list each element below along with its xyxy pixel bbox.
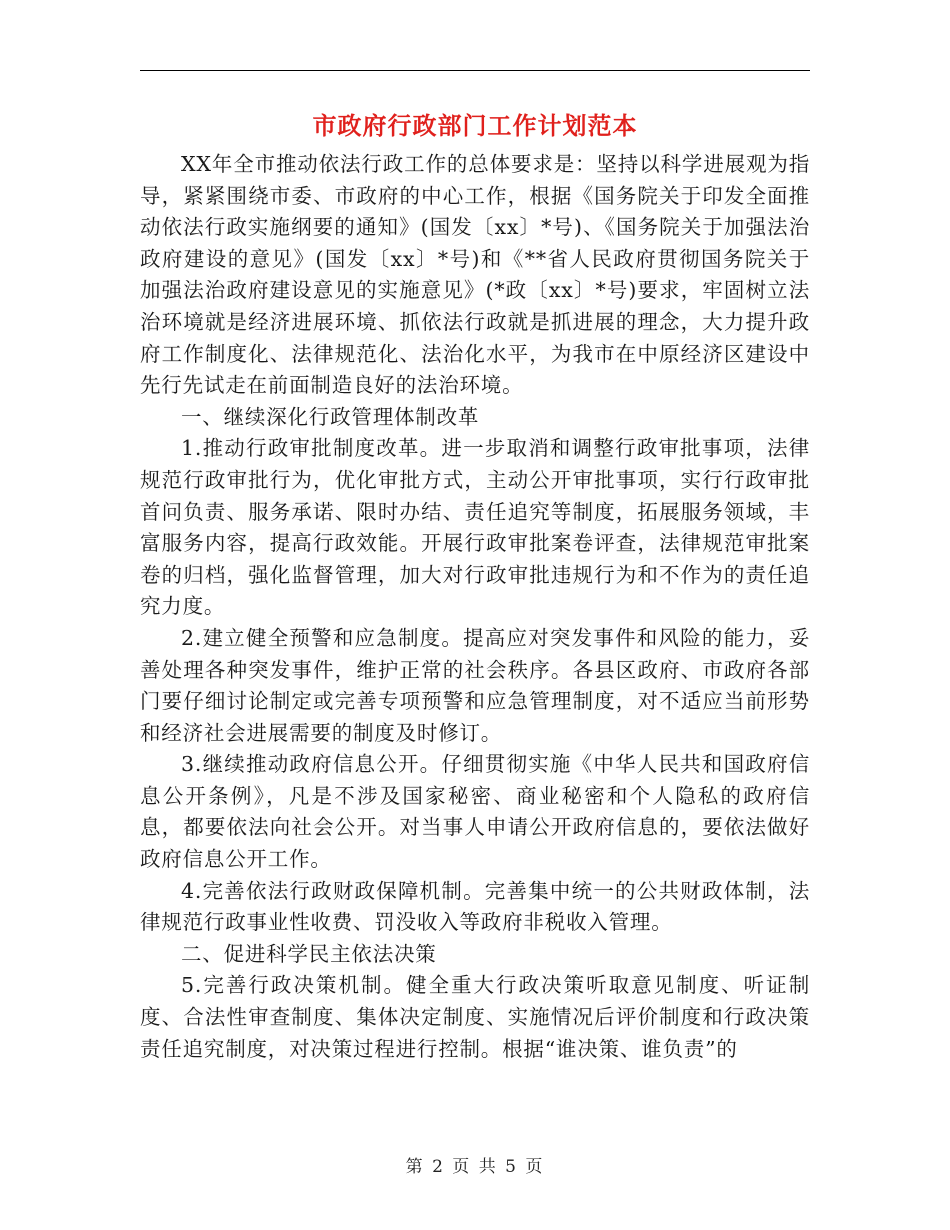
item-paragraph-5: 5.完善行政决策机制。健全重大行政决策听取意见制度、听证制度、合法性审查制度、集体决定制度、实施情况后评价制度和行政决策责任追究制度，对决策过程进行控制。根据“谁决策、谁负责”的 [140, 973, 810, 1061]
item-paragraph-4: 4.完善依法行政财政保障机制。完善集中统一的公共财政体制，法律规范行政事业性收费、罚没收入等政府非税收入管理。 [140, 878, 810, 935]
header-rule [140, 70, 810, 71]
item-paragraph-2: 2.建立健全预警和应急制度。提高应对突发事件和风险的能力，妥善处理各种突发事件，维护正常的社会秩序。各县区政府、市政府各部门要仔细讨论制定或完善专项预警和应急管理制度，对不适应当前形势和经济社会进展需要的制度及时修订。 [140, 625, 810, 745]
item-paragraph-1: 1.推动行政审批制度改革。进一步取消和调整行政审批事项，法律规范行政审批行为，优化审批方式，主动公开审批事项，实行行政审批首问负责、服务承诺、限时办结、责任追究等制度，拓展服务领域，丰富服务内容，提高行政效能。开展行政审批案卷评查，法律规范审批案卷的归档，强化监督管理，加大对行政审批违规行为和不作为的责任追究力度。 [140, 436, 810, 619]
section-heading-1: 一、继续深化行政管理体制改革 [181, 404, 480, 429]
page-number-footer: 第 2 页 共 5 页 [405, 1157, 545, 1177]
section-heading-2: 二、促进科学民主依法决策 [181, 941, 437, 966]
document-title: 市政府行政部门工作计划范本 [312, 111, 638, 140]
item-paragraph-3: 3.继续推动政府信息公开。仔细贯彻实施《中华人民共和国政府信息公开条例》，凡是不涉及国家秘密、商业秘密和个人隐私的政府信息，都要依法向社会公开。对当事人申请公开政府信息的，要依法做好政府信息公开工作。 [140, 752, 810, 872]
intro-paragraph: XX年全市推动依法行政工作的总体要求是：坚持以科学进展观为指导，紧紧围绕市委、市政府的中心工作，根据《国务院关于印发全面推动依法行政实施纲要的通知》(国发〔xx〕*号)、《国务院关于加强法治政府建设的意见》(国发〔xx〕*号)和《**省人民政府贯彻国务院关于加强法治政府建设意见的实施意见》(*政〔xx〕*号)要求，牢固树立法治环境就是经济进展环境、抓依法行政就是抓进展的理念，大力提升政府工作制度化、法律规范化、法治化水平，为我市在中原经济区建设中先行先试走在前面制造良好的法治环境。 [140, 152, 810, 398]
document-body [140, 149, 810, 1065]
